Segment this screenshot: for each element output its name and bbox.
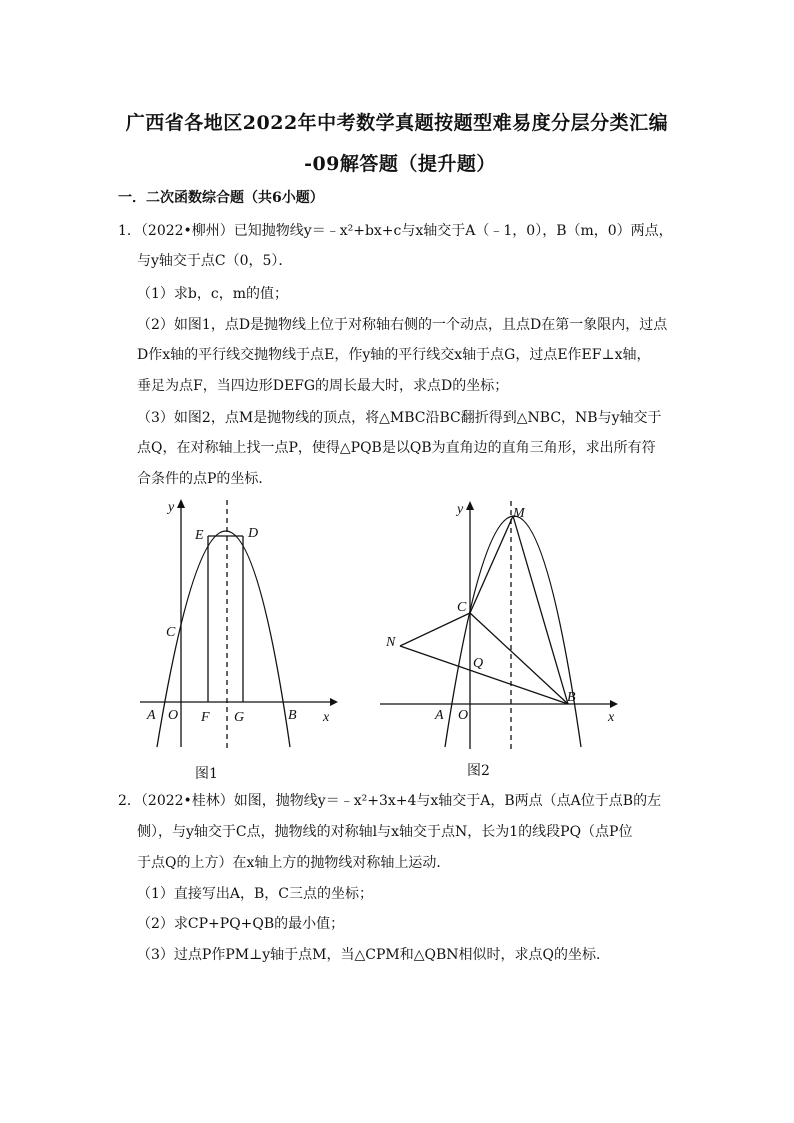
fig1-label-D: D xyxy=(248,526,259,541)
p1-line-1: 1．（2022•柳州）已知抛物线y＝﹣x²+bx+c与x轴交于A（﹣1，0），B（m，0）两点， xyxy=(118,223,673,239)
p2-line-1: 2．（2022•桂林）如图，抛物线y＝﹣x²+3x+4与x轴交于A，B两点（点A位于点B的左 xyxy=(118,793,662,809)
p1-line-8: 点Q，在对称轴上找一点P，使得△PQB是以QB为直角边的直角三角形，求出所有符 xyxy=(137,440,656,456)
fig2-segment-NB xyxy=(400,646,568,704)
section-heading: 一．二次函数综合题（共6小题） xyxy=(118,190,324,206)
fig2-segment-CN xyxy=(400,613,470,646)
fig1-label-F: F xyxy=(201,710,210,725)
fig1-label-G: G xyxy=(234,710,245,725)
p2-line-5: （2）求CP+PQ+QB的最小值； xyxy=(137,916,345,932)
doc-title-line1: 广西省各地区2022年中考数学真题按题型难易度分层分类汇编 xyxy=(125,112,669,134)
fig1-caption: 图1 xyxy=(195,766,218,782)
fig2-label-x: x xyxy=(608,710,615,725)
fig2-label-M: M xyxy=(513,506,525,521)
p2-line-2: 侧），与y轴交于C点，抛物线的对称轴l与x轴交于点N，长为1的线段PQ（点P位 xyxy=(137,824,633,840)
fig2-label-C: C xyxy=(457,600,467,615)
doc-title-line2: -09解答题（提升题） xyxy=(304,153,496,175)
p2-line-3: 于点Q的上方）在x轴上方的抛物线对称轴上运动． xyxy=(137,855,451,871)
fig2-caption: 图2 xyxy=(467,763,490,779)
fig1-label-A: A xyxy=(147,708,156,723)
fig2-label-Q: Q xyxy=(473,656,484,671)
p1-line-3: （1）求b，c，m的值； xyxy=(137,286,288,302)
fig1-label-E: E xyxy=(195,528,204,543)
p1-line-2: 与y轴交于点C（0，5）． xyxy=(137,253,293,269)
fig1-label-O: O xyxy=(168,708,179,723)
fig2-label-O: O xyxy=(458,708,469,723)
fig1-label-x: x xyxy=(323,710,330,725)
figure-1 xyxy=(140,495,350,785)
fig2-label-B: B xyxy=(567,690,576,705)
fig2-segment-CB xyxy=(470,613,568,704)
p1-line-5: D作x轴的平行线交抛物线于点E，作y轴的平行线交x轴于点G，过点E作EF⊥x轴， xyxy=(137,347,651,363)
fig2-label-y: y xyxy=(457,502,464,517)
fig1-label-y: y xyxy=(168,500,175,515)
figure-2 xyxy=(375,495,625,785)
fig2-label-A: A xyxy=(435,708,444,723)
fig1-y-arrow xyxy=(177,499,185,508)
p1-line-7: （3）如图2，点M是抛物线的顶点，将△MBC沿BC翻折得到△NBC，NB与y轴交于 xyxy=(137,410,662,426)
fig1-label-C: C xyxy=(166,625,176,640)
fig2-label-N: N xyxy=(386,635,396,650)
p1-line-6: 垂足为点F，当四边形DEFG的周长最大时，求点D的坐标； xyxy=(137,378,509,394)
fig2-segment-MC xyxy=(470,516,513,613)
fig2-x-arrow xyxy=(610,700,618,708)
p1-line-9: 合条件的点P的坐标． xyxy=(137,471,273,487)
fig2-y-arrow xyxy=(466,501,474,510)
p2-line-6: （3）过点P作PM⊥y轴于点M，当△CPM和△QBN相似时，求点Q的坐标． xyxy=(137,947,610,963)
fig1-label-B: B xyxy=(288,708,297,723)
fig1-x-arrow xyxy=(330,698,338,706)
fig2-segment-MB xyxy=(513,516,568,704)
p2-line-4: （1）直接写出A，B，C三点的坐标； xyxy=(137,886,374,902)
p1-line-4: （2）如图1，点D是抛物线上位于对称轴右侧的一个动点，且点D在第一象限内，过点 xyxy=(137,317,668,333)
